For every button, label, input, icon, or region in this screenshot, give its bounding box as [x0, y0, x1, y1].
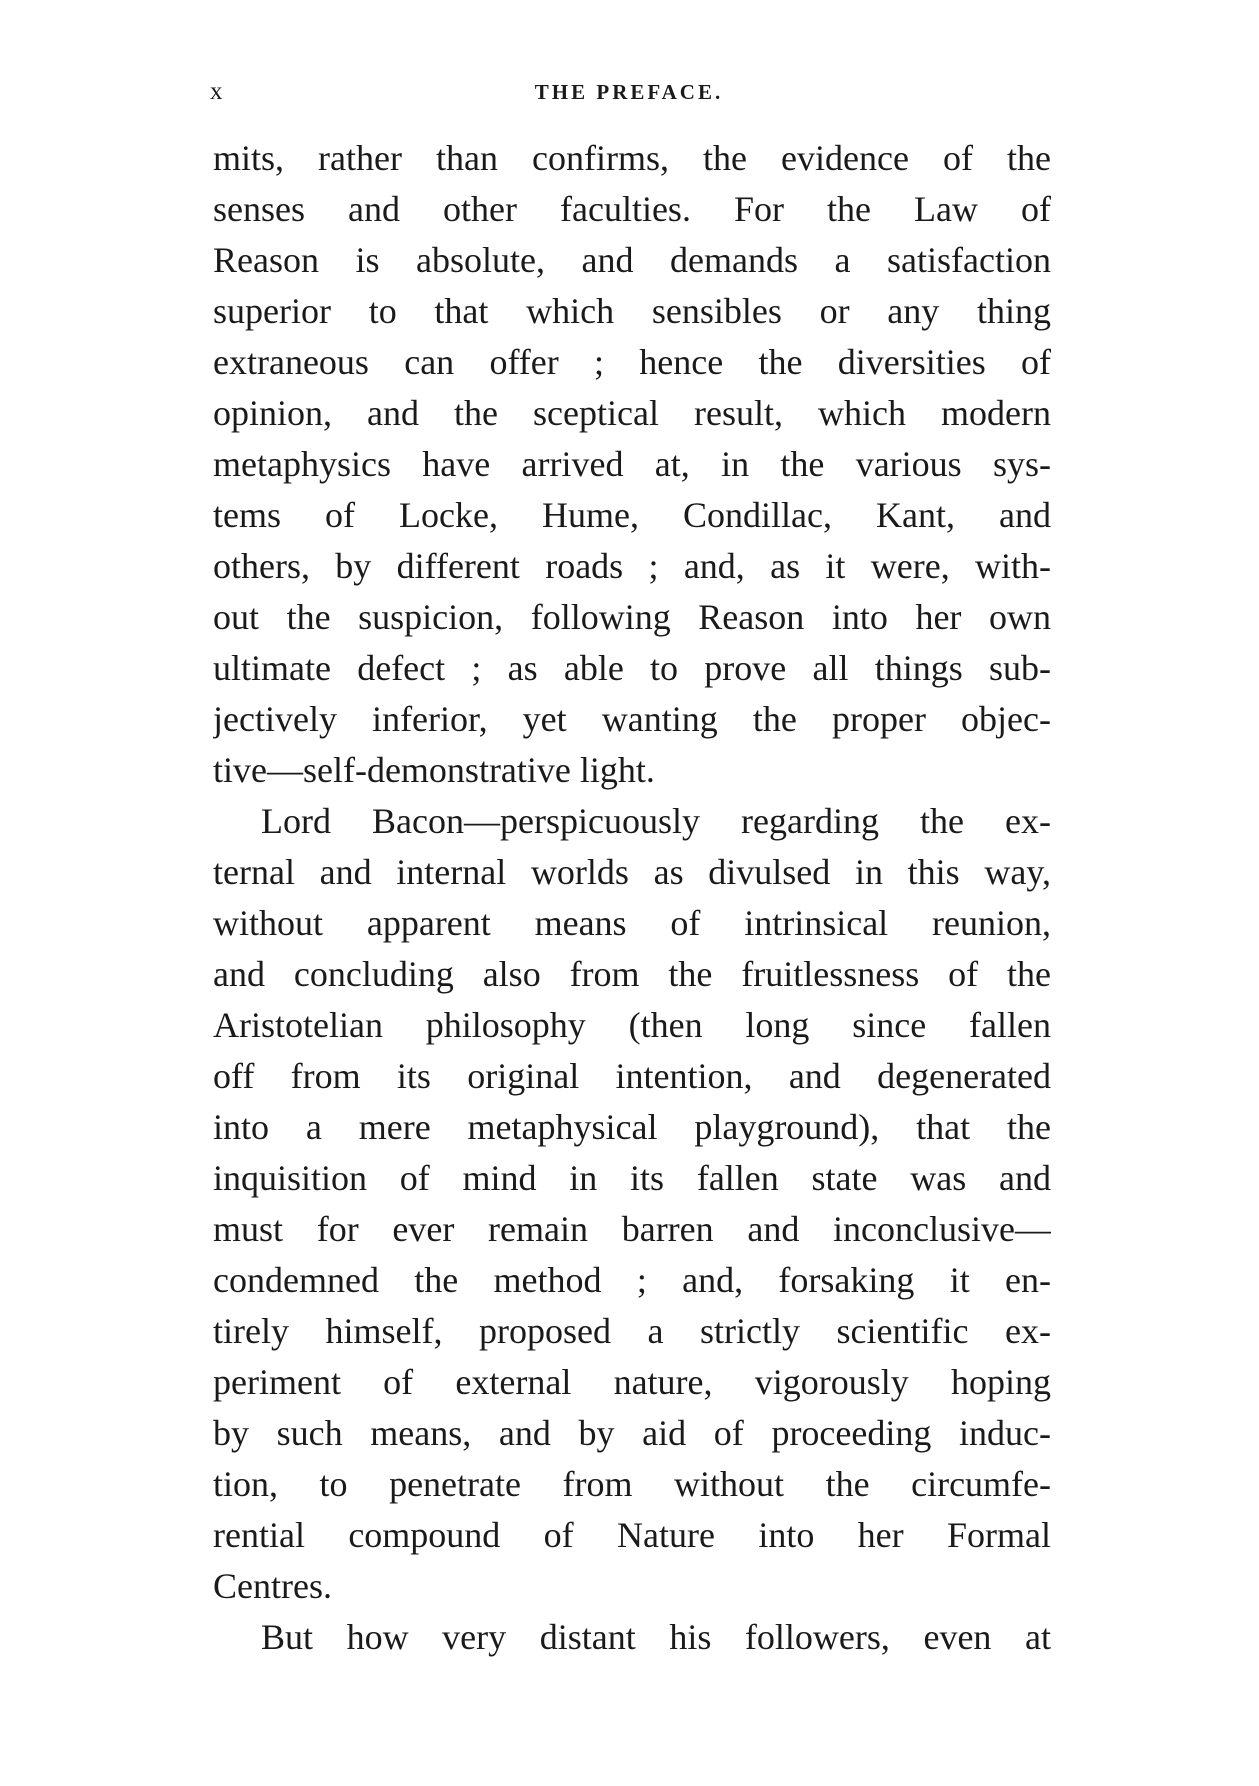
text-line: opinion, and the sceptical result, which modern	[213, 393, 1051, 433]
paragraph-start-line: Lord Bacon—perspicuously regarding the ex-	[261, 801, 1051, 841]
text-line: ultimate defect ; as able to prove all things sub-	[213, 648, 1051, 688]
text-line: by such means, and by aid of proceeding induc-	[213, 1413, 1051, 1453]
page-number: x	[210, 78, 224, 105]
text-line: into a mere metaphysical playground), that the	[213, 1107, 1051, 1147]
text-line: inquisition of mind in its fallen state was and	[213, 1158, 1051, 1198]
text-line: without apparent means of intrinsical reunion,	[213, 903, 1051, 943]
text-line: tems of Locke, Hume, Condillac, Kant, and	[213, 495, 1051, 535]
paragraph-end-line: tive—self-demonstrative light.	[213, 750, 655, 790]
text-line: others, by different roads ; and, as it were, with-	[213, 546, 1051, 586]
text-line: must for ever remain barren and inconclusive—	[213, 1209, 1051, 1249]
text-line: Reason is absolute, and demands a satisfaction	[213, 240, 1051, 280]
text-line: tirely himself, proposed a strictly scientific ex-	[213, 1311, 1051, 1351]
text-line: superior to that which sensibles or any thing	[213, 291, 1051, 331]
paragraph-end-line: Centres.	[213, 1566, 332, 1606]
text-line: mits, rather than confirms, the evidence of the	[213, 138, 1051, 178]
text-line: and concluding also from the fruitlessness of the	[213, 954, 1051, 994]
text-line: rential compound of Nature into her Formal	[213, 1515, 1051, 1555]
running-title: THE PREFACE.	[534, 80, 724, 104]
text-line: ternal and internal worlds as divulsed in this way,	[213, 852, 1051, 892]
text-line: tion, to penetrate from without the circumfe-	[213, 1464, 1051, 1504]
running-head	[210, 78, 1048, 114]
text-line: Aristotelian philosophy (then long since fallen	[213, 1005, 1051, 1045]
text-line: metaphysics have arrived at, in the various sys-	[213, 444, 1051, 484]
text-line: out the suspicion, following Reason into her own	[213, 597, 1051, 637]
text-line: jectively inferior, yet wanting the proper objec-	[213, 699, 1051, 739]
text-line: extraneous can offer ; hence the diversities of	[213, 342, 1051, 382]
text-line: off from its original intention, and degenerated	[213, 1056, 1051, 1096]
body-text	[213, 133, 1051, 1663]
text-line: condemned the method ; and, forsaking it en-	[213, 1260, 1051, 1300]
paragraph-start-line: But how very distant his followers, even at	[261, 1617, 1051, 1657]
text-line: periment of external nature, vigorously hoping	[213, 1362, 1051, 1402]
text-line: senses and other faculties. For the Law of	[213, 189, 1051, 229]
